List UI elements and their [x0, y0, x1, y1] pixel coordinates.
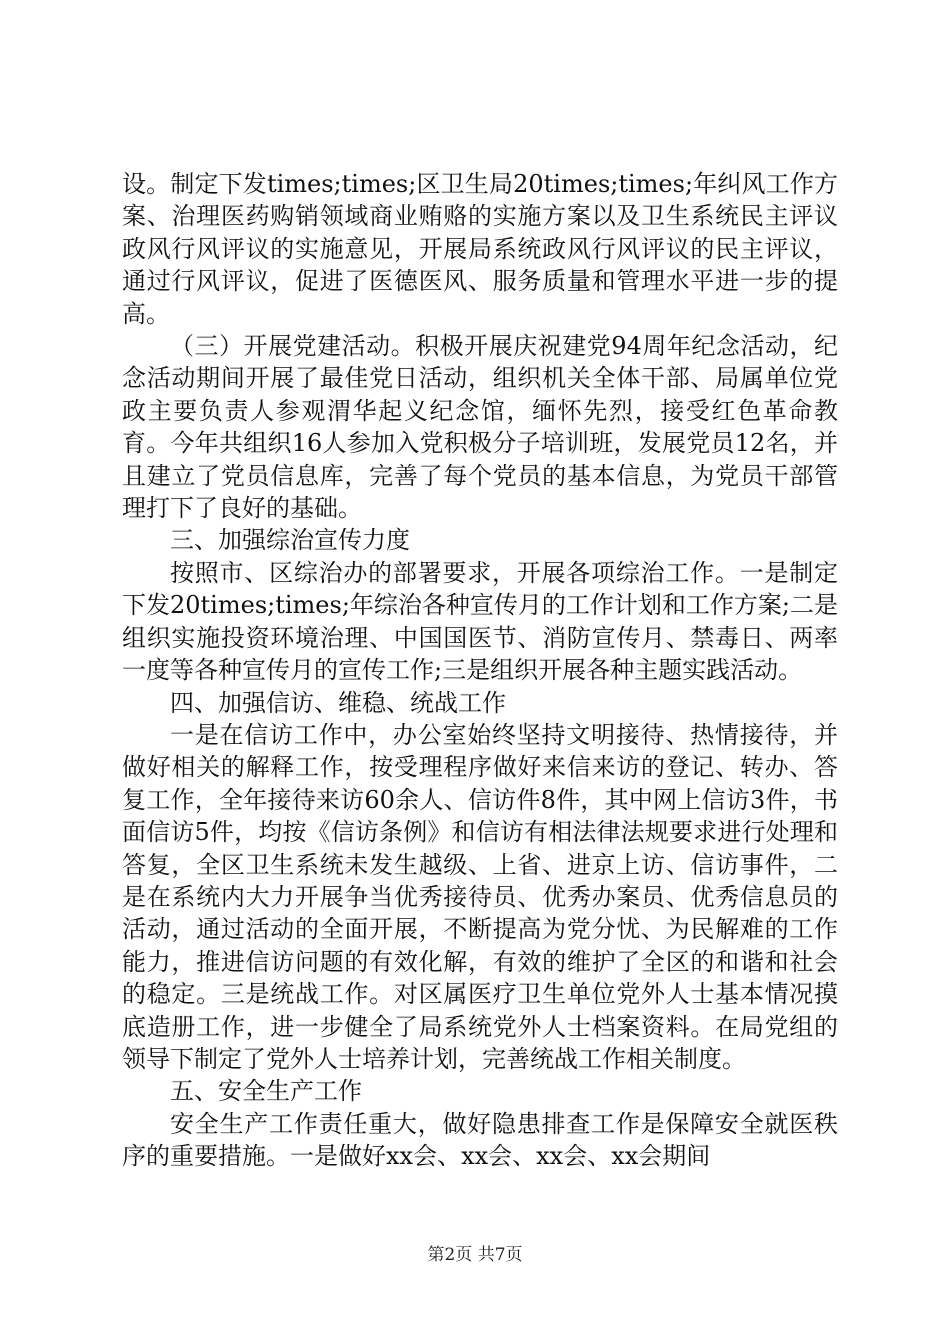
paragraph-continuation: 设。制定下发times;times;区卫生局20times;times;年纠风工作方案、治理医药购销领域商业贿赂的实施方案以及卫生系统民主评议政风行风评议的实施意见，开展局系统政风行风评议的民主评议，通过行风评议，促进了医德医风、服务质量和管理水平进一步的提高。: [122, 170, 838, 328]
section-heading-4: 四、加强信访、维稳、统战工作: [170, 688, 506, 717]
paragraph-comprehensive-governance: 按照市、区综治办的部署要求，开展各项综治工作。一是制定下发20times;times;年综治各种宣传月的工作计划和工作方案;二是组织实施投资环境治理、中国国医节、消防宣传月、禁毒日、两率一度等各种宣传月的宣传工作;三是组织开展各种主题实践活动。: [122, 558, 838, 685]
section-heading-3: 三、加强综治宣传力度: [170, 526, 410, 555]
page-number-footer: 第2页 共7页: [427, 1245, 523, 1265]
paragraph-party-building: （三）开展党建活动。积极开展庆祝建党94周年纪念活动，纪念活动期间开展了最佳党日活动，组织机关全体干部、局属单位党政主要负责人参观渭华起义纪念馆，缅怀先烈，接受红色革命教育。今年共组织16人参加入党积极分子培训班，发展党员12名，并且建立了党员信息库，完善了每个党员的基本信息，为党员干部管理打下了良好的基础。: [122, 332, 838, 523]
document-body: [122, 168, 838, 1173]
paragraph-petitions: 一是在信访工作中，办公室始终坚持文明接待、热情接待，并做好相关的解释工作，按受理程序做好来信来访的登记、转办、答复工作，全年接待来访60余人、信访件8件，其中网上信访3件，书面信访5件，均按《信访条例》和信访有相法律法规要求进行处理和答复，全区卫生系统未发生越级、上省、进京上访、信访事件，二是在系统内大力开展争当优秀接待员、优秀办案员、优秀信息员的活动，通过活动的全面开展，不断提高为党分忧、为民解难的工作能力，推进信访问题的有效化解，有效的维护了全区的和谐和社会的稳定。三是统战工作。对区属医疗卫生单位党外人士基本情况摸底造册工作，进一步健全了局系统党外人士档案资料。在局党组的领导下制定了党外人士培养计划，完善统战工作相关制度。: [122, 720, 838, 1073]
section-heading-5: 五、安全生产工作: [170, 1077, 362, 1106]
paragraph-safety-production: 安全生产工作责任重大，做好隐患排查工作是保障安全就医秩序的重要措施。一是做好xx会、xx会、xx会、xx会期间: [122, 1109, 838, 1171]
